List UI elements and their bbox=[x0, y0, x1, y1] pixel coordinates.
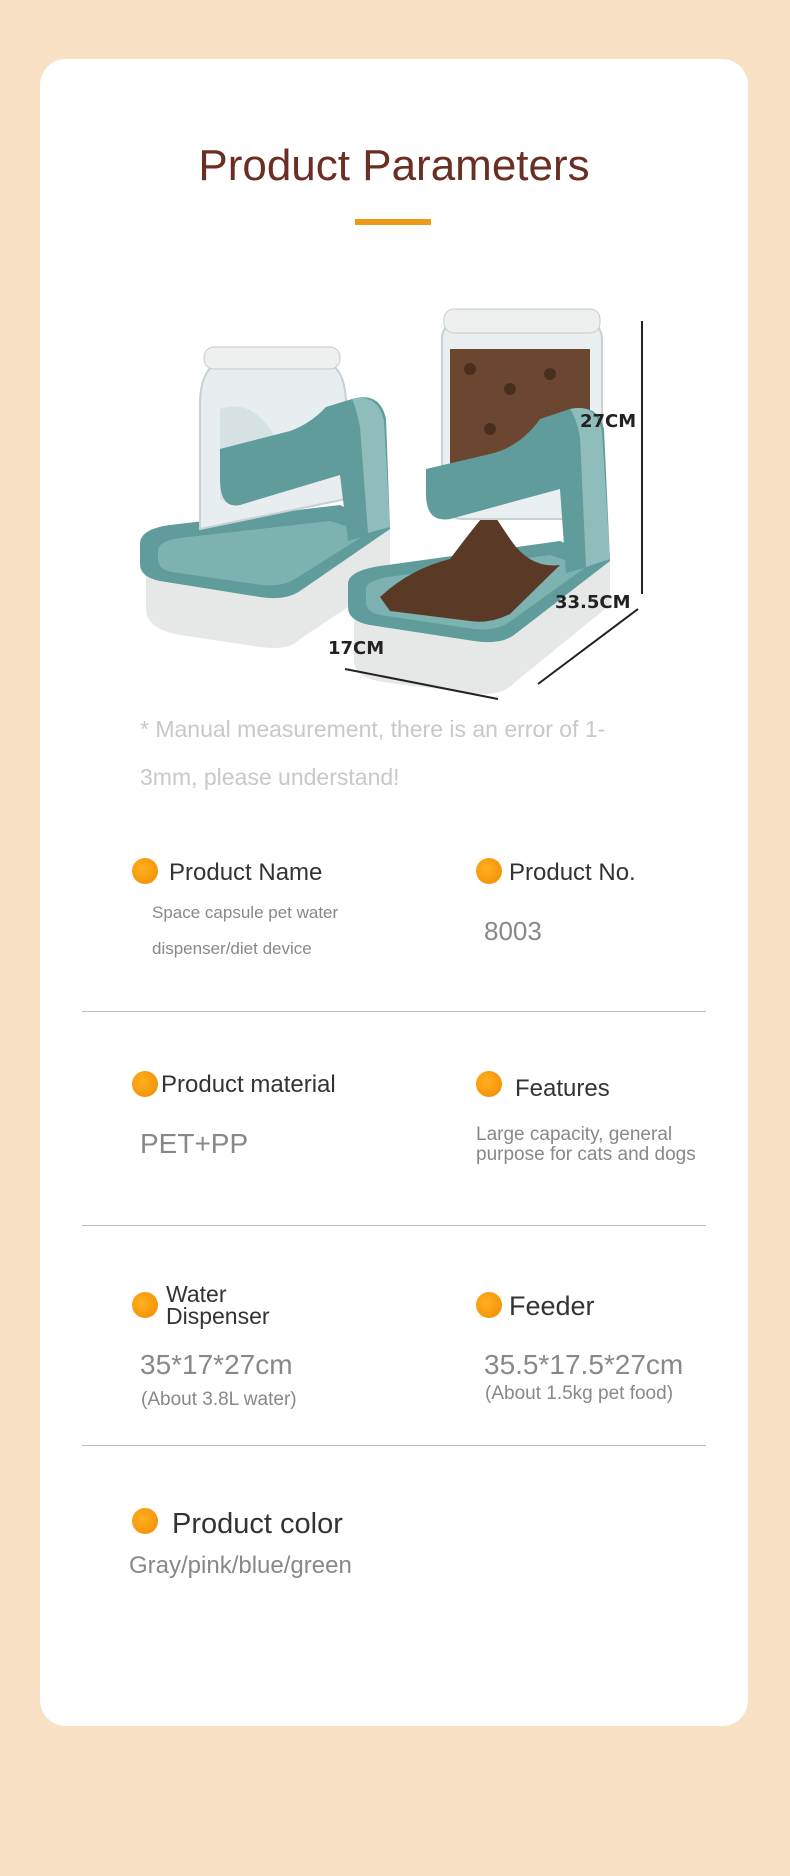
color-label: Product color bbox=[172, 1508, 343, 1540]
product-no-label: Product No. bbox=[509, 859, 636, 886]
bullet-icon bbox=[132, 1071, 158, 1097]
features-value: Large capacity, general purpose for cats and dogs bbox=[476, 1124, 696, 1165]
height-label: 27CM bbox=[580, 411, 637, 432]
water-dispenser-size: 35*17*27cm bbox=[140, 1349, 293, 1380]
feeder-label: Feeder bbox=[509, 1291, 595, 1321]
color-value: Gray/pink/blue/green bbox=[129, 1552, 352, 1579]
bullet-icon bbox=[132, 1508, 158, 1534]
divider bbox=[82, 1011, 706, 1012]
feeder-capacity: (About 1.5kg pet food) bbox=[485, 1383, 674, 1404]
bullet-icon bbox=[132, 858, 158, 884]
product-name-value: Space capsule pet water dispenser/diet device bbox=[152, 903, 339, 958]
divider bbox=[82, 1225, 706, 1226]
product-name-label: Product Name bbox=[169, 859, 323, 886]
bullet-icon bbox=[476, 858, 502, 884]
water-dispenser-label: Water Dispenser bbox=[166, 1281, 270, 1329]
features-label: Features bbox=[515, 1075, 610, 1102]
material-value: PET+PP bbox=[140, 1128, 249, 1159]
title-underline bbox=[355, 219, 431, 225]
bullet-icon bbox=[476, 1071, 502, 1097]
bullet-icon bbox=[476, 1292, 502, 1318]
material-label: Product material bbox=[161, 1071, 336, 1098]
product-image bbox=[90, 279, 710, 729]
parameters-card bbox=[40, 59, 748, 1726]
page-title: Product Parameters bbox=[198, 141, 590, 190]
product-no-value: 8003 bbox=[484, 916, 542, 946]
measurement-note: * Manual measurement, there is an error of 1-3mm, please understand! bbox=[140, 716, 606, 790]
width-label: 17CM bbox=[328, 638, 385, 659]
feeder-size: 35.5*17.5*27cm bbox=[484, 1349, 684, 1380]
depth-label: 33.5CM bbox=[555, 592, 631, 613]
bullet-icon bbox=[132, 1292, 158, 1318]
divider bbox=[82, 1445, 706, 1446]
water-dispenser-capacity: (About 3.8L water) bbox=[141, 1389, 297, 1410]
